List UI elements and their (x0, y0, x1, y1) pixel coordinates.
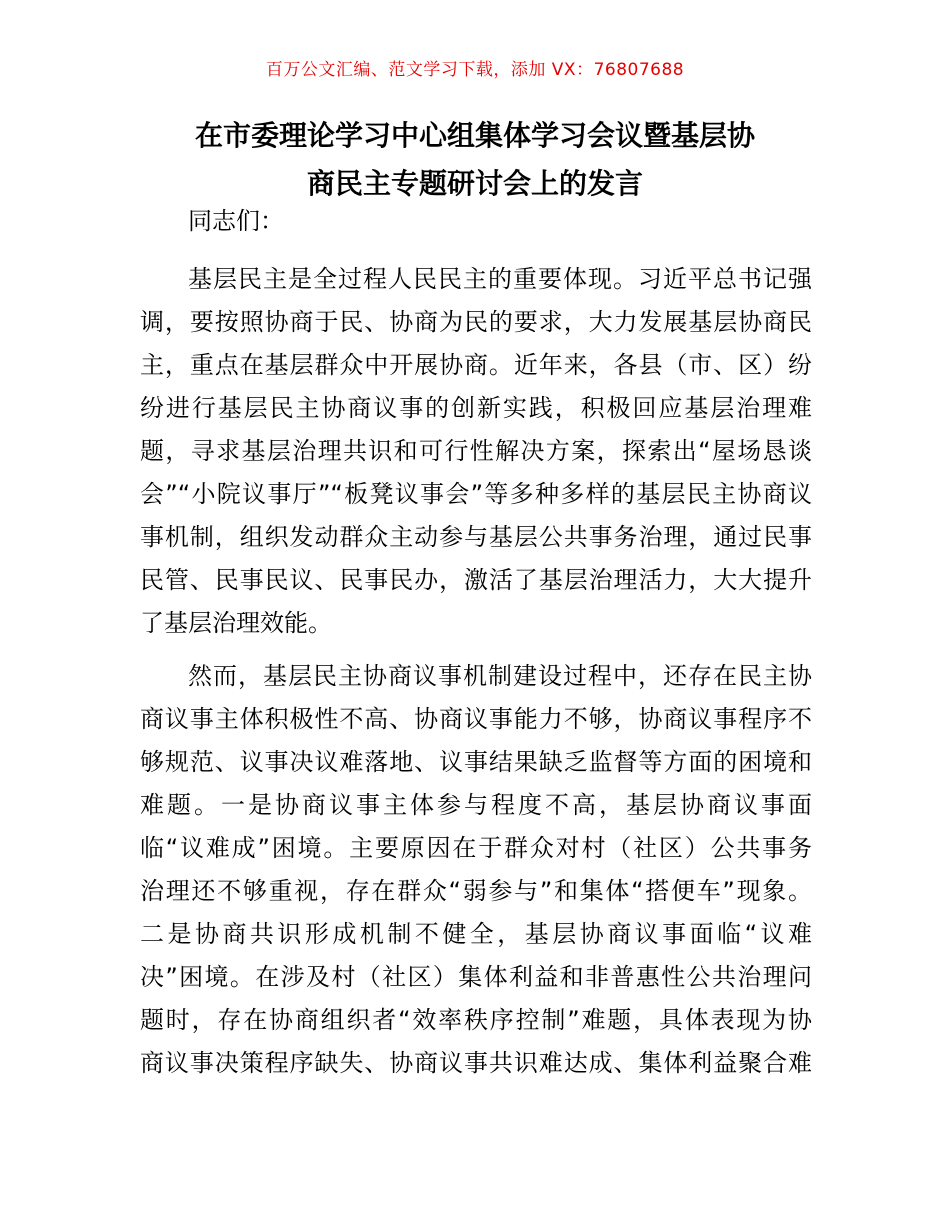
text-line: 纷进行基层民主协商议事的创新实践，积极回应基层治理难 (140, 394, 812, 422)
title-line: 在市委理论学习中心组集体学习会议暨基层协 (194, 119, 755, 152)
paragraph-2 (140, 655, 812, 1085)
text-line: 了基层治理效能。 (140, 609, 332, 637)
text-line: 二是协商共识形成机制不健全，基层协商议事面临“议难 (140, 920, 812, 948)
text-line: 会”“小院议事厅”“板凳议事会”等多种多样的基层民主协商议 (140, 480, 812, 508)
text-line: 事机制，组织发动群众主动参与基层公共事务治理，通过民事 (140, 523, 812, 551)
text-line: 主，重点在基层群众中开展协商。近年来，各县（市、区）纷 (140, 351, 812, 379)
salutation: 同志们： (188, 207, 284, 235)
text-line: 难题。一是协商议事主体参与程度不高，基层协商议事面 (140, 791, 812, 819)
document-body (140, 200, 812, 1095)
text-line: 临“议难成”困境。主要原因在于群众对村（社区）公共事务 (140, 834, 812, 862)
text-line: 商议事主体积极性不高、协商议事能力不够，协商议事程序不 (140, 705, 812, 733)
text-line: 民管、民事民议、民事民办，激活了基层治理活力，大大提升 (140, 566, 812, 594)
text-line: 题时，存在协商组织者“效率秩序控制”难题，具体表现为协 (140, 1006, 812, 1034)
text-line: 基层民主是全过程人民民主的重要体现。习近平总书记强 (188, 265, 812, 293)
document-title (120, 112, 830, 208)
text-line: 调，要按照协商于民、协商为民的要求，大力发展基层协商民 (140, 308, 812, 336)
title-line: 商民主专题研讨会上的发言 (306, 167, 643, 200)
text-line: 决”困境。在涉及村（社区）集体利益和非普惠性公共治理问 (140, 963, 812, 991)
text-line: 然而，基层民主协商议事机制建设过程中，还存在民主协 (188, 662, 812, 690)
text-line: 治理还不够重视，存在群众“弱参与”和集体“搭便车”现象。 (140, 877, 812, 905)
text-line: 商议事决策程序缺失、协商议事共识难达成、集体利益聚合难 (140, 1049, 812, 1077)
text-line: 够规范、议事决议难落地、议事结果缺乏监督等方面的困境和 (140, 748, 812, 776)
paragraph-1 (140, 258, 812, 645)
header-note: 百万公文汇编、范文学习下载，添加 VX：76807688 (265, 60, 685, 80)
text-line: 题，寻求基层治理共识和可行性解决方案，探索出“屋场恳谈 (140, 437, 812, 465)
